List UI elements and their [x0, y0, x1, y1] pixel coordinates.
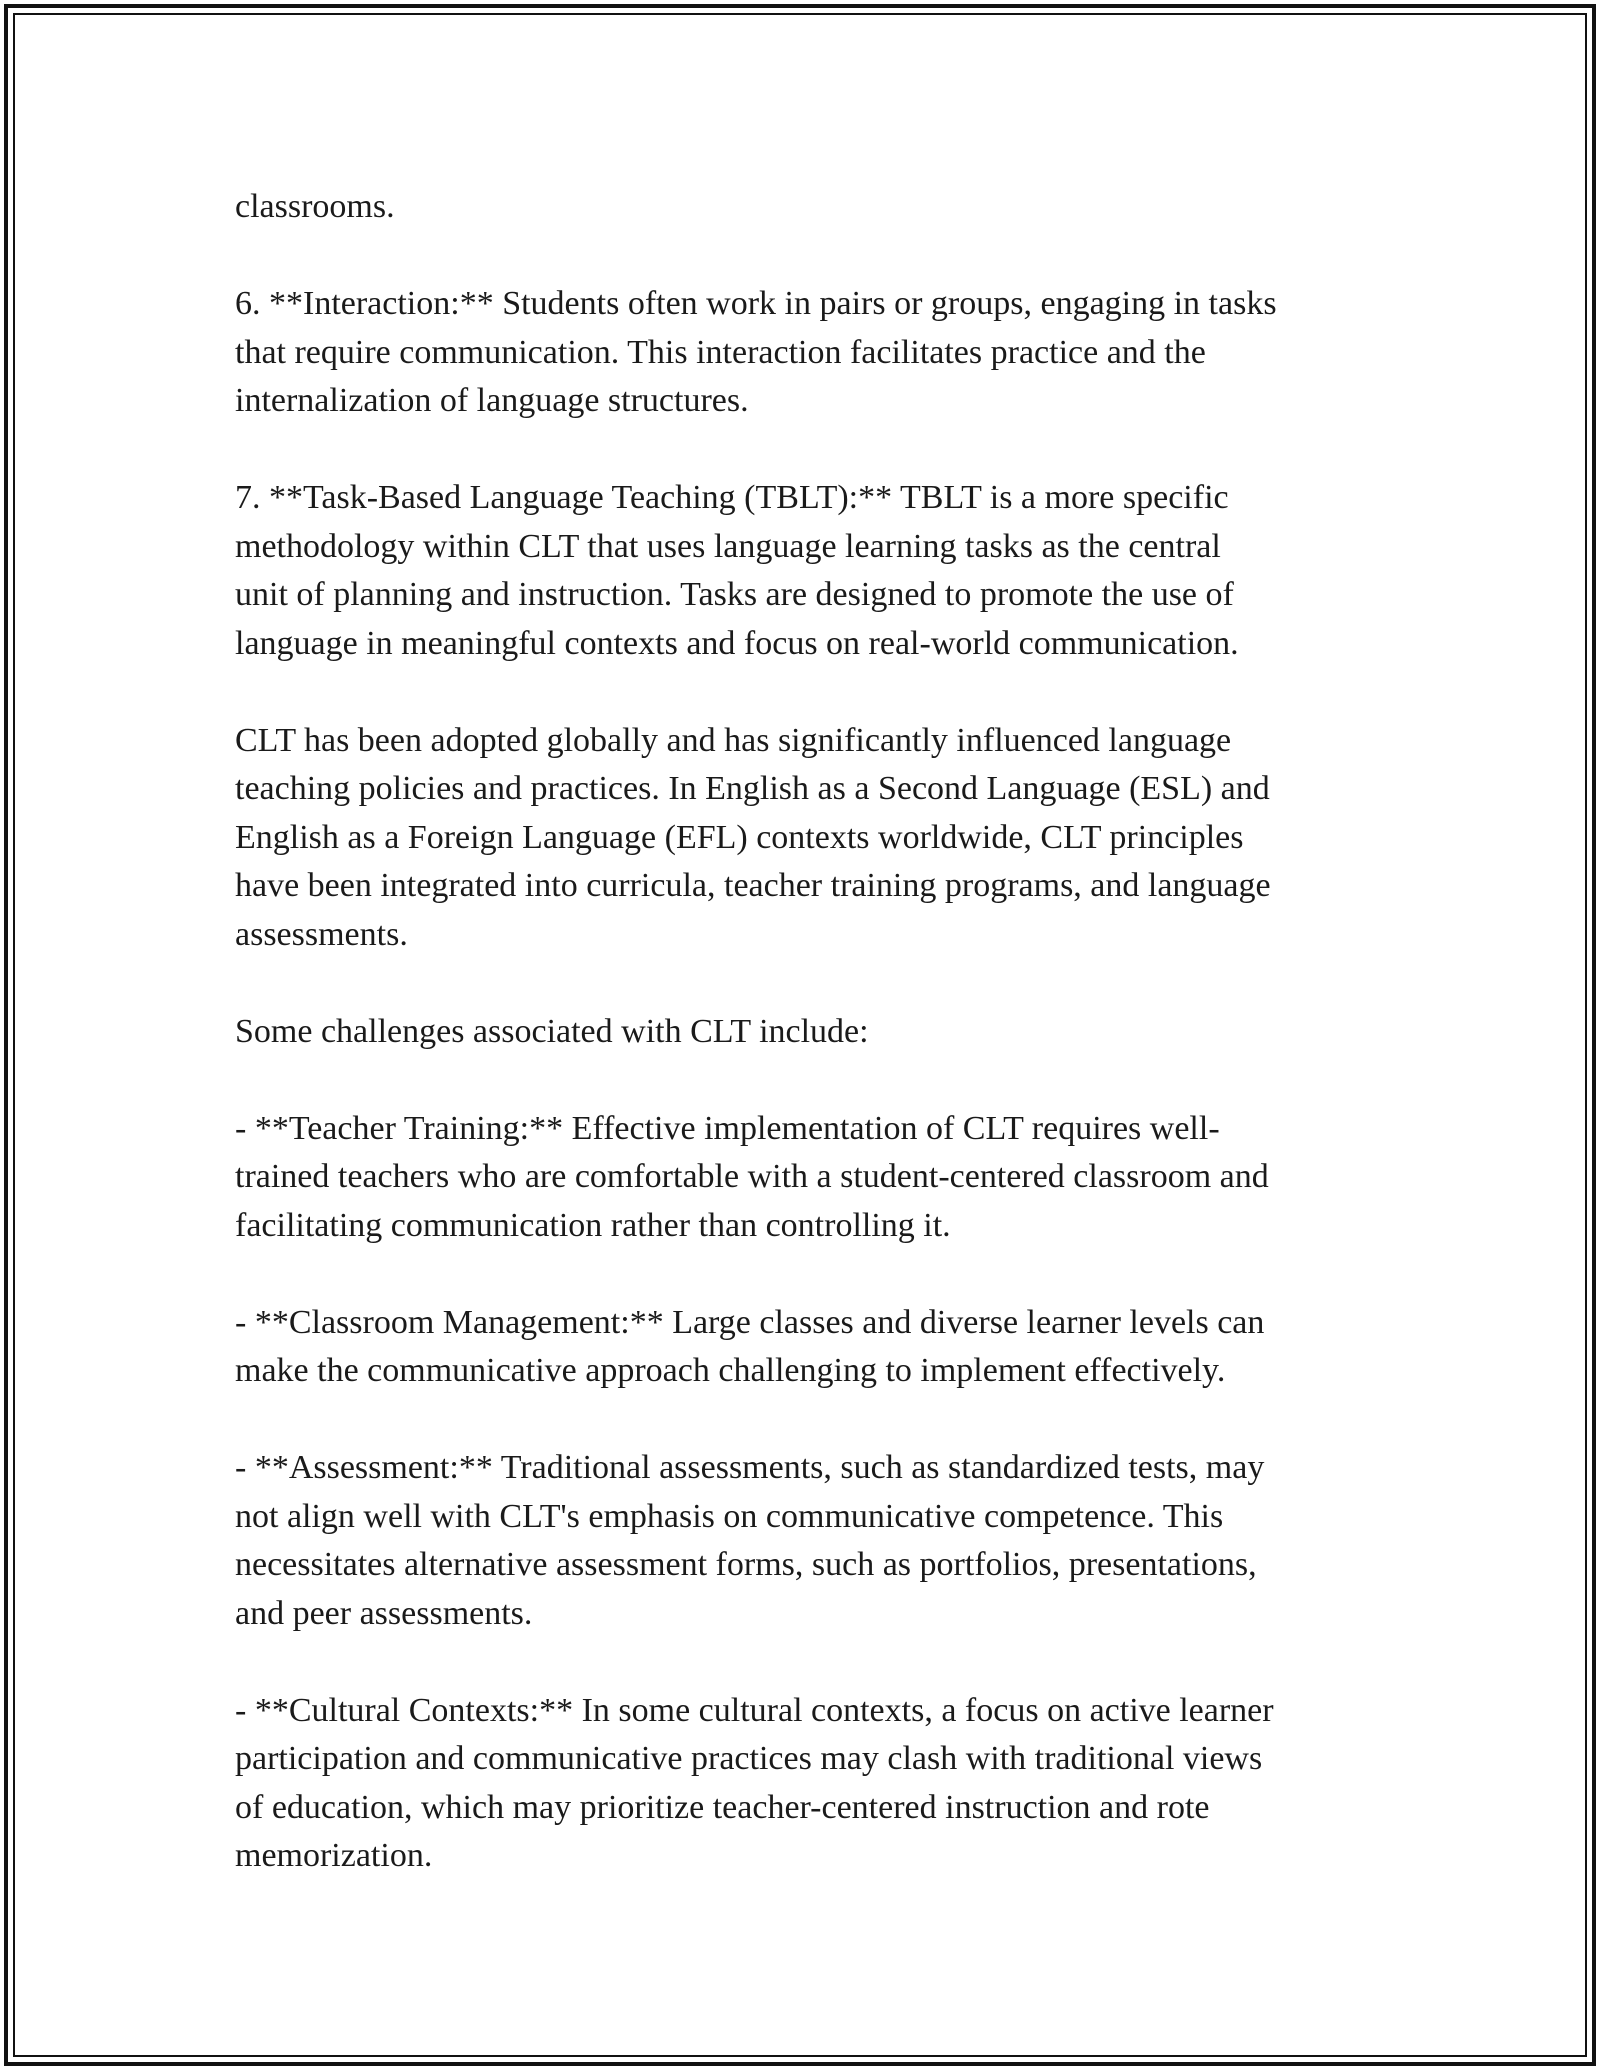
paragraph-interaction: 6. **Interaction:** Students often work in pairs or groups, engaging in tasks that require communication. This interaction facilitates practice and the internalization of language structures.: [235, 285, 1277, 419]
paragraph-challenges-intro: Some challenges associated with CLT include:: [235, 1012, 869, 1050]
paragraph-assessment: - **Assessment:** Traditional assessments, such as standardized tests, may not align well with CLT's emphasis on communicative competence. This necessitates alternative assessment forms, such as portfolios, presentations, and peer assessments.: [235, 1449, 1265, 1632]
paragraph-continuation: classrooms.: [235, 188, 395, 225]
paragraph-clt-adoption: CLT has been adopted globally and has significantly influenced language teaching policies and practices. In English as a Second Language (ESL) and English as a Foreign Language (EFL) contexts worldwide, CLT principles have been integrated into curricula, teacher training programs, and language assessments.: [235, 721, 1271, 953]
paragraph-classroom-management: - **Classroom Management:** Large classes and diverse learner levels can make the communicative approach challenging to implement effectively.: [235, 1303, 1265, 1389]
paragraph-cultural-contexts: - **Cultural Contexts:** In some cultural contexts, a focus on active learner participation and communicative practices may clash with traditional views of education, which may prioritize teacher-centered instruction and rote memorization.: [235, 1691, 1274, 1874]
paragraph-teacher-training: - **Teacher Training:** Effective implementation of CLT requires well- trained teachers who are comfortable with a student-centered classroom and facilitating communication rather than controlling it.: [235, 1109, 1269, 1244]
document-body: [235, 183, 1385, 1929]
paragraph-tblt: 7. **Task-Based Language Teaching (TBLT):** TBLT is a more specific methodology within CLT that uses language learning tasks as the central unit of planning and instruction. Tasks are designed to promote the use of language in meaningful contexts and focus on real-world communication.: [235, 479, 1239, 662]
